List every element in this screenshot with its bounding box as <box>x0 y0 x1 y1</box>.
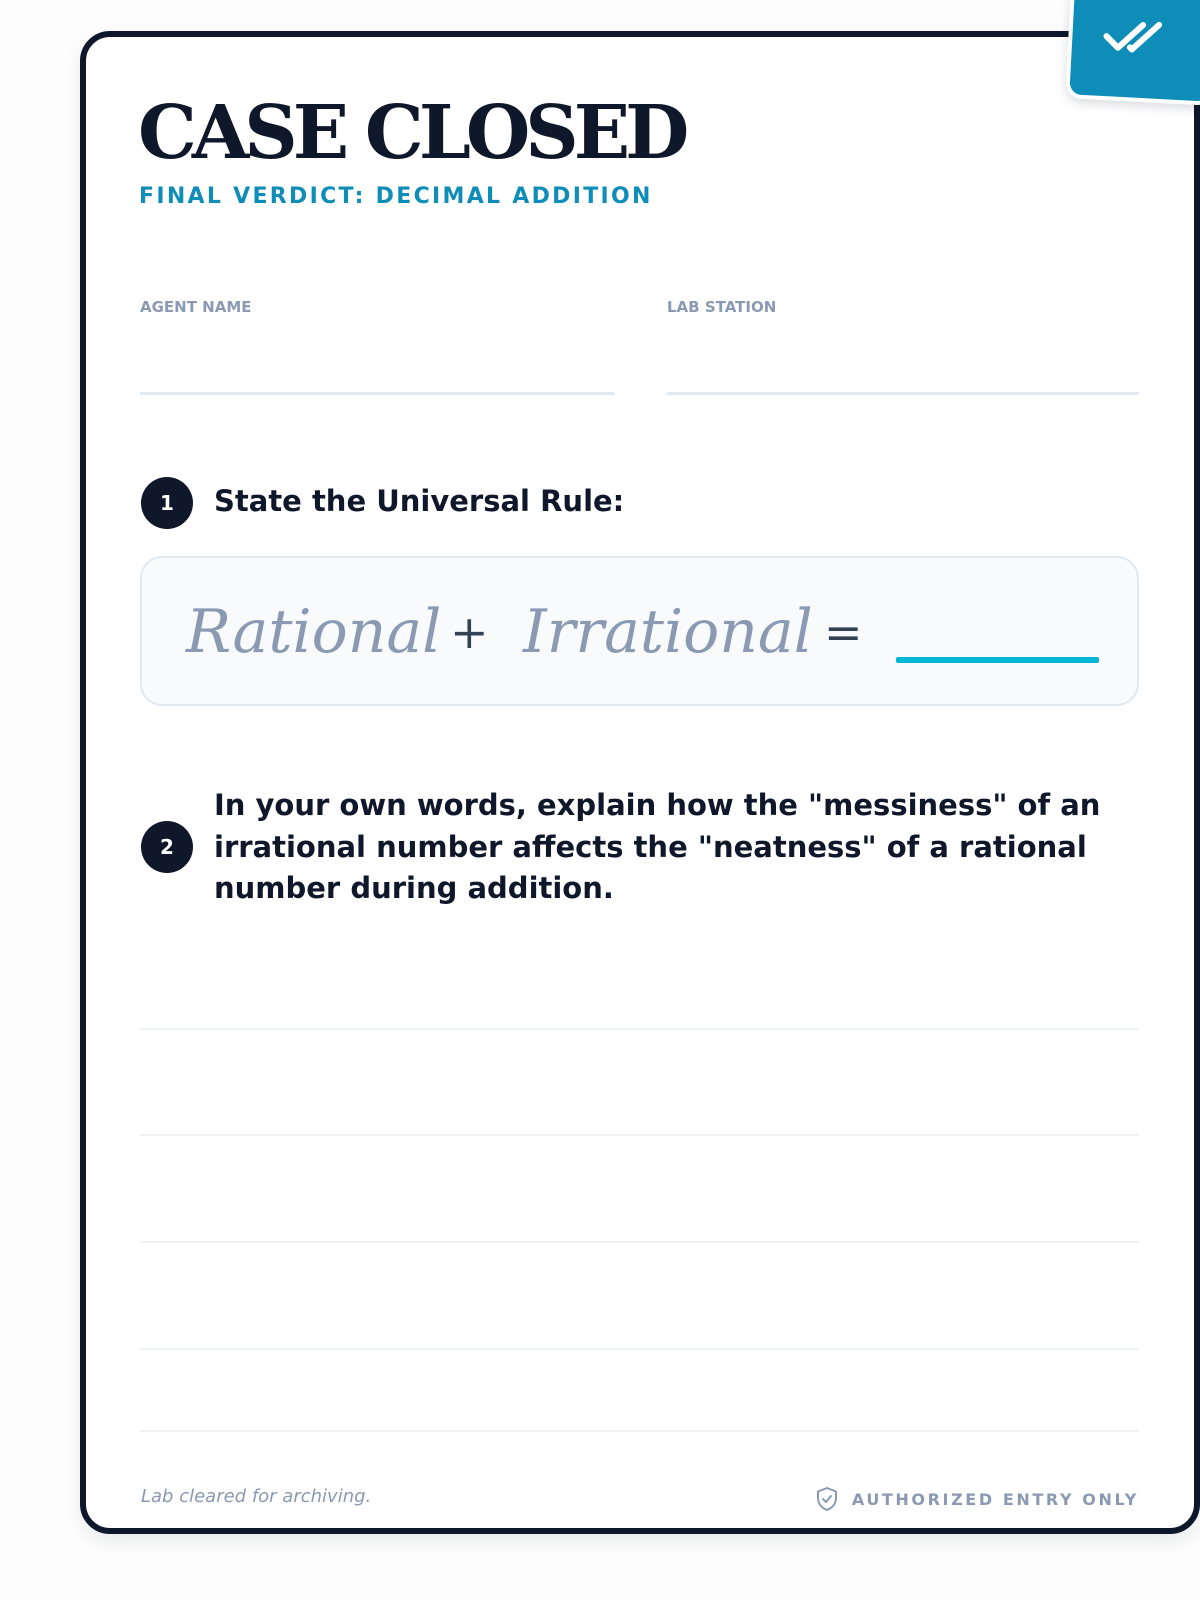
authorization-badge <box>816 1486 1139 1512</box>
answer-line-2[interactable] <box>140 1134 1139 1136</box>
agent-name-field[interactable] <box>140 392 614 395</box>
agent-name-label: AGENT NAME <box>140 298 252 316</box>
rule-plus-operator: + <box>450 605 489 659</box>
authorization-text: AUTHORIZED ENTRY ONLY <box>851 1489 1139 1509</box>
case-closed-stamp <box>1065 0 1200 106</box>
answer-line-4[interactable] <box>140 1348 1139 1350</box>
footer-note: Lab cleared for archiving. <box>141 1486 372 1507</box>
answer-line-3[interactable] <box>140 1241 1139 1243</box>
rule-term-rational: Rational <box>186 597 442 667</box>
lab-station-field[interactable] <box>667 392 1139 395</box>
double-check-icon <box>1101 16 1173 60</box>
question-2-prompt: In your own words, explain how the "messiness" of an irrational number affects the "neatness" of a rational number during addition. <box>214 788 1101 905</box>
worksheet-card <box>80 31 1200 1534</box>
question-2-number: 2 <box>141 821 193 873</box>
rule-answer-blank[interactable] <box>896 657 1099 663</box>
footer-divider <box>140 1430 1139 1432</box>
question-1-prompt: State the Universal Rule: <box>214 484 625 518</box>
page-subtitle: FINAL VERDICT: DECIMAL ADDITION <box>139 184 653 209</box>
rule-term-irrational: Irrational <box>523 597 813 667</box>
shield-check-icon <box>816 1486 838 1512</box>
question-1-number: 1 <box>141 477 193 529</box>
answer-line-1[interactable] <box>140 1028 1139 1030</box>
rule-equals-operator: = <box>824 605 863 659</box>
lab-station-label: LAB STATION <box>667 298 777 316</box>
page-title: CASE CLOSED <box>138 90 685 176</box>
